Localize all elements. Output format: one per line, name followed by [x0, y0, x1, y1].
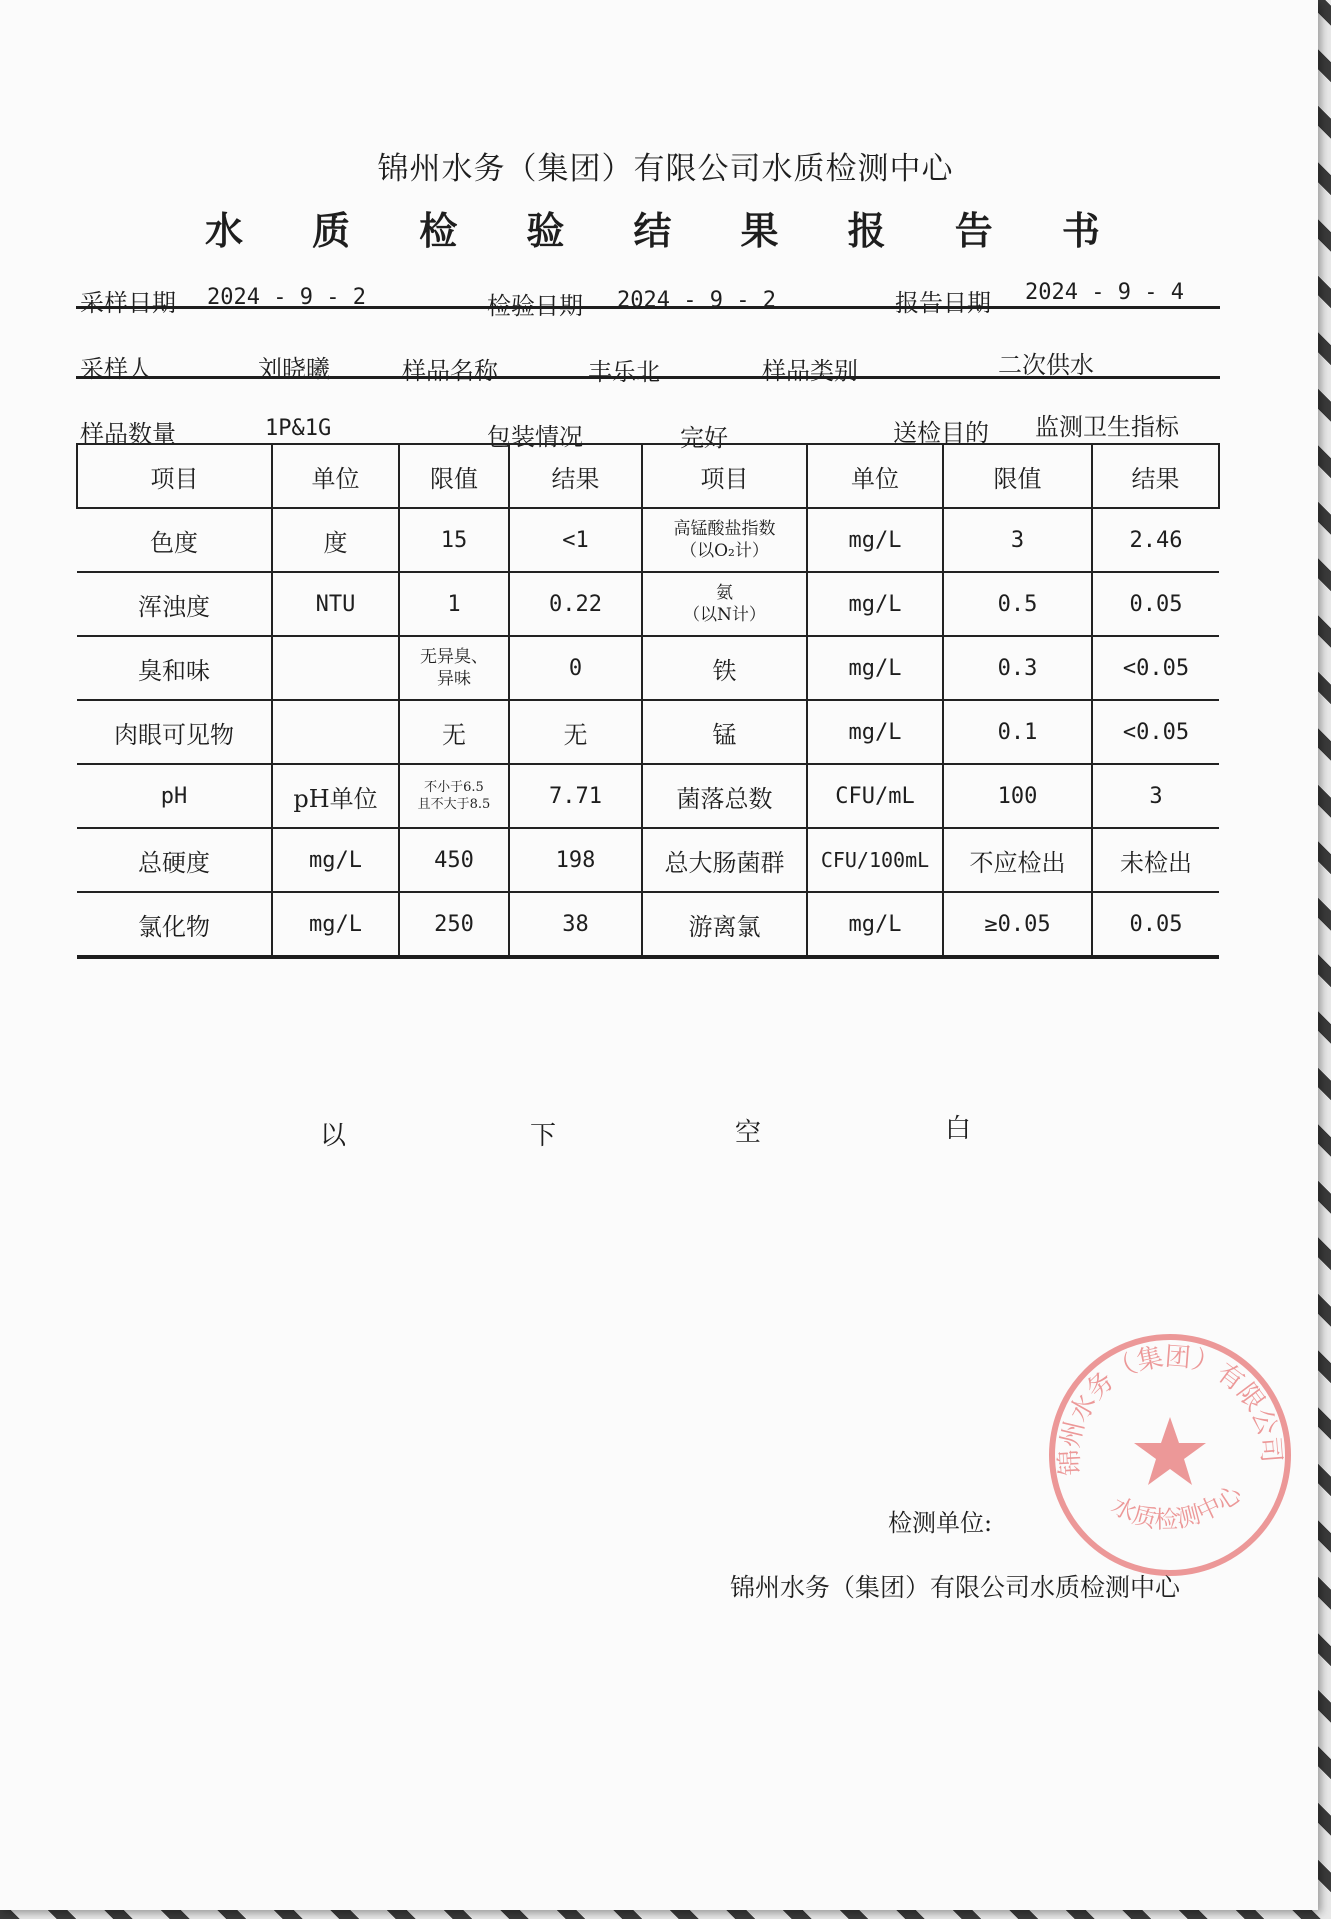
blank-char: 下 [530, 1121, 557, 1151]
seal-text-bottom: 水质检测中心 [1106, 1479, 1247, 1534]
header-cell: 结果 [1092, 444, 1219, 508]
blank-char: 以 [320, 1121, 347, 1151]
result-cell: 0.22 [509, 572, 642, 636]
unit-cell [272, 636, 399, 700]
result-cell: 7.71 [509, 764, 642, 828]
sampler-label: 采样人 [80, 355, 152, 383]
header-cell: 限值 [943, 444, 1092, 508]
table-row [77, 828, 1219, 892]
item-sublabel: （以N计） [683, 605, 766, 625]
purpose-value: 监测卫生指标 [1035, 413, 1179, 441]
table-row [77, 700, 1219, 764]
result-cell: 2.46 [1092, 508, 1219, 572]
table-row [77, 636, 1219, 700]
test-date-label: 检验日期 [487, 292, 583, 320]
limit-cell: 0.3 [943, 636, 1092, 700]
limit-cell: 1 [399, 572, 509, 636]
item-cell: pH [77, 764, 272, 828]
header-cell: 限值 [399, 444, 509, 508]
unit-cell: mg/L [272, 892, 399, 957]
unit-cell: mg/L [272, 828, 399, 892]
item-cell: 氯化物 [77, 892, 272, 957]
result-cell: <1 [509, 508, 642, 572]
packaging-label: 包装情况 [487, 423, 583, 451]
results-table [76, 443, 1220, 959]
item-cell [642, 572, 807, 636]
sample-name-label: 样品名称 [402, 357, 498, 385]
header-cell: 项目 [642, 444, 807, 508]
unit-cell: mg/L [807, 700, 943, 764]
title-char: 验 [526, 208, 565, 253]
unit-cell: mg/L [807, 508, 943, 572]
limit-line: 异味 [437, 669, 471, 689]
sample-name-value: 丰乐北 [588, 358, 660, 386]
item-cell: 色度 [77, 508, 272, 572]
purpose-label: 送检目的 [893, 419, 989, 447]
sampler-value: 刘晓曦 [258, 355, 330, 383]
item-cell: 总硬度 [77, 828, 272, 892]
report-date-value: 2024 - 9 - 4 [1025, 280, 1184, 305]
result-cell: 0 [509, 636, 642, 700]
header-cell: 项目 [77, 444, 272, 508]
title-char: 报 [847, 208, 886, 253]
title-char: 果 [740, 208, 779, 253]
testing-unit-name: 锦州水务（集团）有限公司水质检测中心 [730, 1573, 1181, 1602]
limit-cell: 250 [399, 892, 509, 957]
result-cell: <0.05 [1092, 636, 1219, 700]
report-date-label: 报告日期 [895, 289, 991, 317]
limit-cell: 450 [399, 828, 509, 892]
org-heading: 锦州水务（集团）有限公司水质检测中心 [377, 151, 954, 187]
official-seal-stamp [1040, 1325, 1300, 1585]
report-title [205, 200, 1100, 255]
result-cell: 0.05 [1092, 572, 1219, 636]
result-cell: 0.05 [1092, 892, 1219, 957]
limit-cell: 0.1 [943, 700, 1092, 764]
unit-cell: pH单位 [272, 764, 399, 828]
item-cell: 臭和味 [77, 636, 272, 700]
result-cell: 未检出 [1092, 828, 1219, 892]
item-label: 高锰酸盐指数 [673, 519, 776, 539]
limit-cell: 3 [943, 508, 1092, 572]
result-cell: 无 [509, 700, 642, 764]
limit-line: 且不大于8.5 [417, 797, 491, 812]
blank-char: 空 [735, 1118, 762, 1148]
table-row [77, 508, 1219, 572]
result-cell: 3 [1092, 764, 1219, 828]
unit-cell: CFU/100mL [807, 828, 943, 892]
sample-type-value: 二次供水 [998, 351, 1094, 379]
limit-cell: ≥0.05 [943, 892, 1092, 957]
sampling-date-value: 2024 - 9 - 2 [207, 285, 366, 310]
table-header-row [77, 444, 1219, 508]
item-cell: 总大肠菌群 [642, 828, 807, 892]
limit-cell: 15 [399, 508, 509, 572]
header-cell: 结果 [509, 444, 642, 508]
test-date-value: 2024 - 9 - 2 [617, 288, 776, 313]
item-cell: 游离氯 [642, 892, 807, 957]
item-cell: 肉眼可见物 [77, 700, 272, 764]
limit-cell: 不应检出 [943, 828, 1092, 892]
item-cell: 浑浊度 [77, 572, 272, 636]
quantity-value: 1P&1G [265, 416, 332, 441]
limit-cell: 无 [399, 700, 509, 764]
sampling-date-label: 采样日期 [80, 289, 176, 317]
testing-unit-label: 检测单位: [888, 1509, 993, 1537]
sample-type-label: 样品类别 [762, 357, 858, 385]
result-cell: <0.05 [1092, 700, 1219, 764]
item-cell: 菌落总数 [642, 764, 807, 828]
item-cell: 铁 [642, 636, 807, 700]
result-cell: 38 [509, 892, 642, 957]
header-cell: 单位 [272, 444, 399, 508]
limit-cell [399, 764, 509, 828]
limit-line: 不小于6.5 [424, 780, 484, 795]
unit-cell: mg/L [807, 636, 943, 700]
info-underline-1 [76, 306, 1220, 309]
title-char: 质 [312, 208, 351, 253]
unit-cell [272, 700, 399, 764]
title-char: 结 [633, 208, 672, 253]
limit-line: 无异臭、 [420, 647, 488, 667]
limit-cell: 0.5 [943, 572, 1092, 636]
table-row [77, 572, 1219, 636]
limit-cell: 100 [943, 764, 1092, 828]
seal-text-top: 锦州水务（集团）有限公司 [1054, 1341, 1286, 1477]
header-cell: 单位 [807, 444, 943, 508]
unit-cell: mg/L [807, 892, 943, 957]
info-underline-2 [76, 376, 1220, 379]
item-sublabel: （以O₂计） [680, 541, 769, 561]
table-row [77, 764, 1219, 828]
unit-cell: NTU [272, 572, 399, 636]
title-char: 水 [205, 208, 244, 253]
title-char: 告 [954, 208, 993, 253]
star-icon [1134, 1417, 1206, 1485]
unit-cell: 度 [272, 508, 399, 572]
item-cell [642, 508, 807, 572]
result-cell: 198 [509, 828, 642, 892]
title-char: 检 [419, 208, 458, 253]
table-row [77, 892, 1219, 957]
packaging-value: 完好 [680, 424, 728, 452]
item-label: 氨 [716, 583, 733, 603]
item-cell: 锰 [642, 700, 807, 764]
limit-cell [399, 636, 509, 700]
unit-cell: mg/L [807, 572, 943, 636]
unit-cell: CFU/mL [807, 764, 943, 828]
title-char: 书 [1061, 208, 1100, 253]
quantity-label: 样品数量 [80, 420, 176, 448]
blank-char: 白 [945, 1114, 972, 1144]
